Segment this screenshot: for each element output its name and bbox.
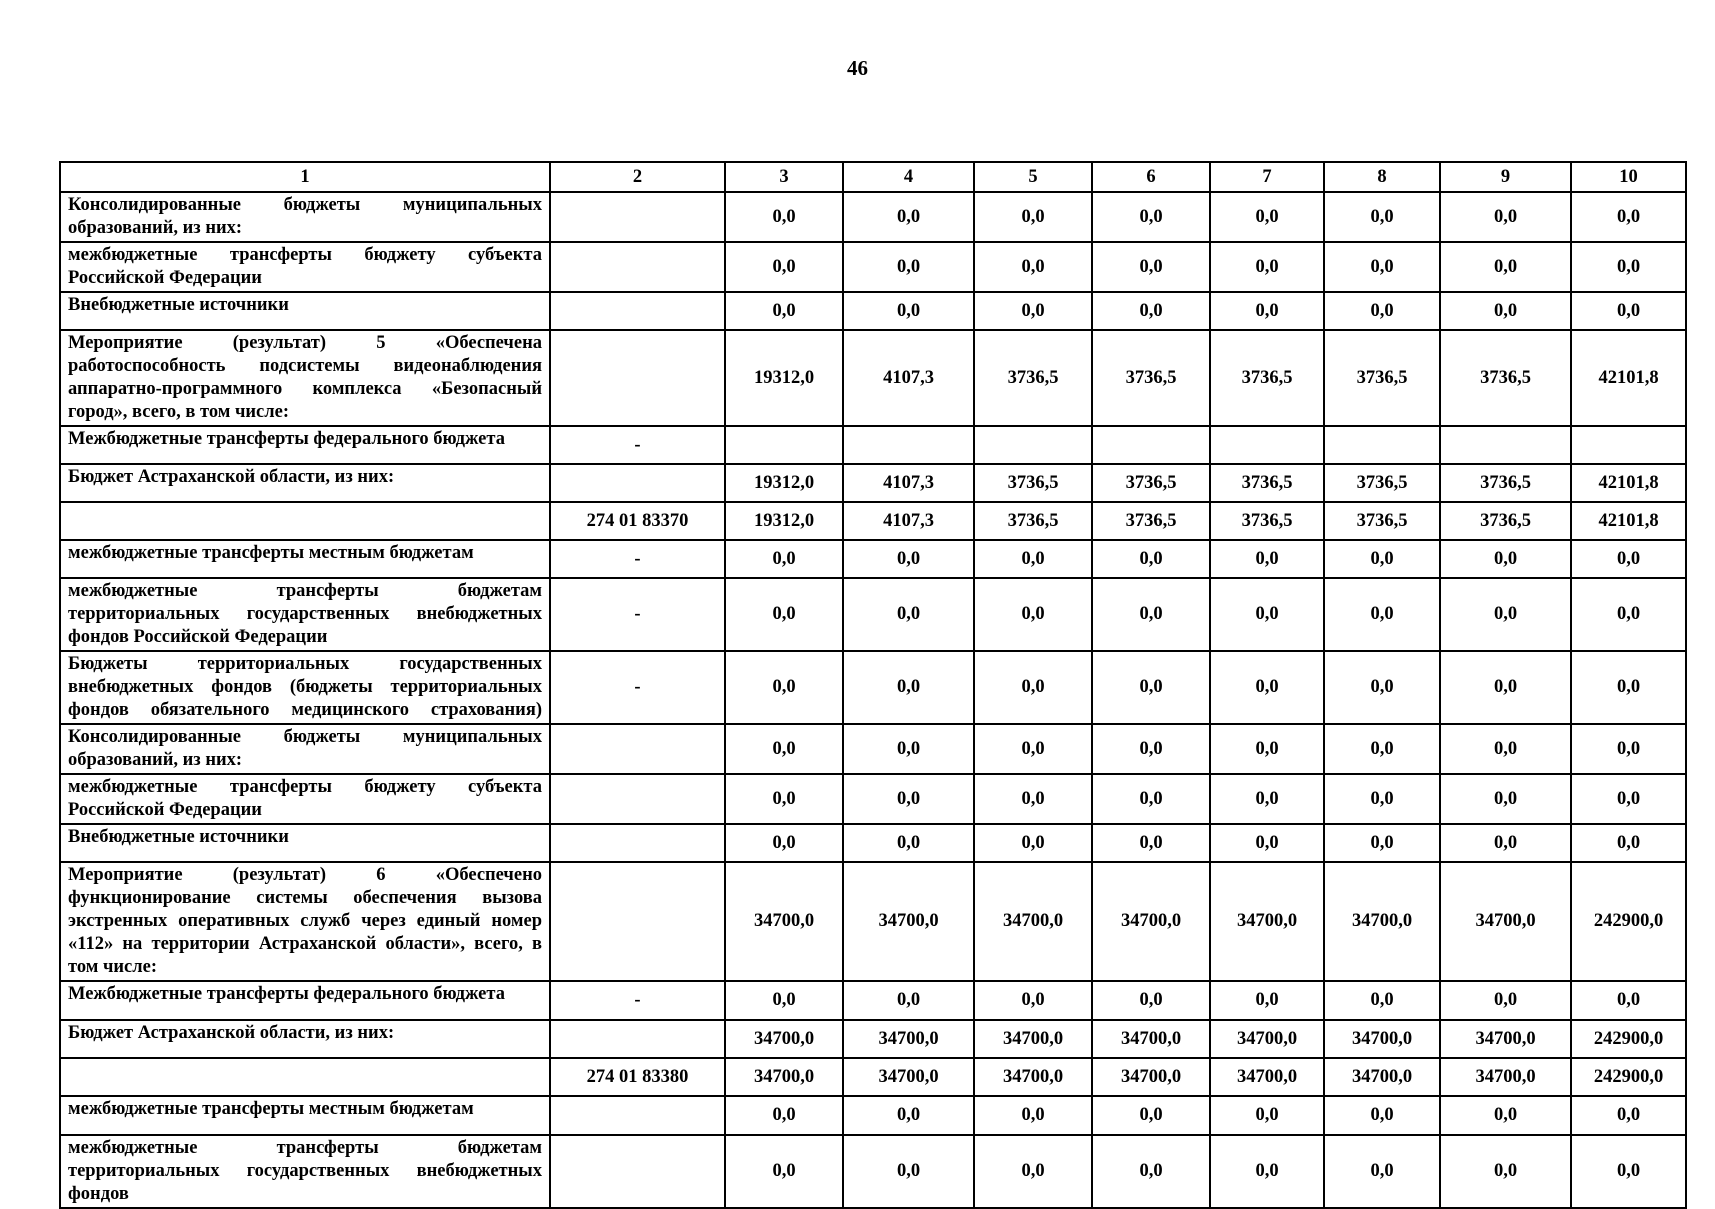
value-cell: 0,0 (1324, 774, 1440, 824)
value-cell: 0,0 (1440, 540, 1571, 578)
table-row (60, 330, 1686, 426)
value-cell: 0,0 (1210, 651, 1324, 724)
value-cell: 0,0 (1210, 192, 1324, 242)
value-cell: 242900,0 (1571, 1020, 1686, 1058)
value-cell: 0,0 (1324, 981, 1440, 1020)
value-cell: 0,0 (843, 578, 974, 651)
column-number-cell: 3 (725, 162, 843, 192)
value-cell: 34700,0 (1440, 862, 1571, 981)
value-cell: 0,0 (1324, 292, 1440, 330)
value-cell: 4107,3 (843, 330, 974, 426)
row-description (60, 1058, 550, 1096)
value-cell: 0,0 (1324, 1096, 1440, 1135)
budget-code-cell (550, 824, 725, 862)
value-cell: 0,0 (974, 578, 1092, 651)
budget-code-cell (550, 1135, 725, 1208)
budget-code-cell (550, 862, 725, 981)
value-cell: 34700,0 (725, 1058, 843, 1096)
value-cell: 0,0 (843, 1135, 974, 1208)
row-description: Консолидированные бюджеты муниципальных образований, из них: (60, 192, 550, 242)
value-cell: 0,0 (974, 981, 1092, 1020)
value-cell: 0,0 (725, 1135, 843, 1208)
value-cell: 34700,0 (1092, 1058, 1210, 1096)
table-row (60, 292, 1686, 330)
value-cell: 0,0 (725, 242, 843, 292)
row-description: Бюджеты территориальных государственных внебюджетных фондов (бюджеты территориальных фондов обязательного медицинского страхования) (60, 651, 550, 724)
value-cell: 0,0 (725, 651, 843, 724)
column-number-cell: 2 (550, 162, 725, 192)
value-cell: 0,0 (1440, 292, 1571, 330)
row-description: Межбюджетные трансферты федерального бюджета (60, 981, 550, 1020)
value-cell: 34700,0 (974, 862, 1092, 981)
value-cell: 34700,0 (725, 862, 843, 981)
value-cell: 34700,0 (1324, 862, 1440, 981)
row-description: Бюджет Астраханской области, из них: (60, 1020, 550, 1058)
table-row (60, 651, 1686, 724)
value-cell: 0,0 (1571, 1135, 1686, 1208)
table-row (60, 578, 1686, 651)
table-row (60, 862, 1686, 981)
row-description: Консолидированные бюджеты муниципальных образований, из них: (60, 724, 550, 774)
value-cell: 0,0 (1571, 981, 1686, 1020)
value-cell: 3736,5 (1210, 464, 1324, 502)
value-cell: 0,0 (974, 540, 1092, 578)
value-cell: 34700,0 (1324, 1058, 1440, 1096)
value-cell: 0,0 (1571, 242, 1686, 292)
value-cell: 3736,5 (1092, 502, 1210, 540)
value-cell: 0,0 (1210, 242, 1324, 292)
column-number-cell: 7 (1210, 162, 1324, 192)
column-number-cell: 10 (1571, 162, 1686, 192)
budget-code-cell: - (550, 426, 725, 464)
budget-code-cell (550, 242, 725, 292)
value-cell: 34700,0 (843, 862, 974, 981)
value-cell: 0,0 (974, 1135, 1092, 1208)
value-cell: 0,0 (974, 774, 1092, 824)
value-cell (1571, 426, 1686, 464)
row-description (60, 502, 550, 540)
value-cell: 0,0 (974, 724, 1092, 774)
column-number-cell: 4 (843, 162, 974, 192)
table-row (60, 426, 1686, 464)
value-cell: 0,0 (725, 578, 843, 651)
value-cell: 34700,0 (1092, 862, 1210, 981)
value-cell: 0,0 (1440, 824, 1571, 862)
value-cell: 0,0 (1210, 578, 1324, 651)
row-description: межбюджетные трансферты бюджету субъекта Российской Федерации (60, 774, 550, 824)
value-cell: 0,0 (725, 981, 843, 1020)
value-cell: 0,0 (974, 242, 1092, 292)
value-cell: 34700,0 (1324, 1020, 1440, 1058)
value-cell: 34700,0 (1440, 1020, 1571, 1058)
value-cell: 0,0 (725, 192, 843, 242)
value-cell: 0,0 (1571, 774, 1686, 824)
budget-code-cell (550, 292, 725, 330)
row-description: Внебюджетные источники (60, 824, 550, 862)
value-cell: 3736,5 (974, 330, 1092, 426)
value-cell: 19312,0 (725, 502, 843, 540)
value-cell: 34700,0 (1440, 1058, 1571, 1096)
value-cell: 3736,5 (1440, 502, 1571, 540)
value-cell: 0,0 (1092, 981, 1210, 1020)
value-cell: 19312,0 (725, 330, 843, 426)
value-cell (1440, 426, 1571, 464)
value-cell: 0,0 (1324, 651, 1440, 724)
column-number-cell: 8 (1324, 162, 1440, 192)
value-cell (725, 426, 843, 464)
value-cell: 42101,8 (1571, 502, 1686, 540)
value-cell: 19312,0 (725, 464, 843, 502)
value-cell: 0,0 (1092, 1096, 1210, 1135)
row-description: межбюджетные трансферты местным бюджетам (60, 540, 550, 578)
table-row (60, 192, 1686, 242)
value-cell: 0,0 (725, 724, 843, 774)
budget-code-cell: 274 01 83380 (550, 1058, 725, 1096)
value-cell: 0,0 (1210, 292, 1324, 330)
budget-table (59, 161, 1687, 1209)
value-cell: 0,0 (1440, 578, 1571, 651)
table-row (60, 1096, 1686, 1135)
table-row (60, 774, 1686, 824)
value-cell (1210, 426, 1324, 464)
value-cell: 0,0 (725, 540, 843, 578)
budget-code-cell (550, 330, 725, 426)
budget-code-cell (550, 724, 725, 774)
table-row (60, 824, 1686, 862)
budget-code-cell (550, 1096, 725, 1135)
value-cell: 3736,5 (1324, 464, 1440, 502)
value-cell: 0,0 (725, 292, 843, 330)
value-cell: 34700,0 (843, 1058, 974, 1096)
value-cell: 3736,5 (1210, 330, 1324, 426)
value-cell: 0,0 (974, 651, 1092, 724)
value-cell: 0,0 (974, 292, 1092, 330)
value-cell: 0,0 (1092, 1135, 1210, 1208)
value-cell: 0,0 (1440, 242, 1571, 292)
table-row (60, 724, 1686, 774)
budget-code-cell (550, 774, 725, 824)
value-cell: 0,0 (1571, 292, 1686, 330)
value-cell: 0,0 (1571, 724, 1686, 774)
value-cell: 0,0 (1210, 1096, 1324, 1135)
budget-code-cell (550, 464, 725, 502)
value-cell: 4107,3 (843, 464, 974, 502)
row-description: Мероприятие (результат) 6 «Обеспечено функционирование системы обеспечения вызова экстренных оперативных служб через единый номер «112» на территории Астраханской области», всего, в том числе: (60, 862, 550, 981)
value-cell: 34700,0 (974, 1058, 1092, 1096)
table-row (60, 242, 1686, 292)
value-cell: 34700,0 (725, 1020, 843, 1058)
value-cell: 0,0 (1092, 192, 1210, 242)
value-cell: 0,0 (725, 774, 843, 824)
column-number-row (60, 162, 1686, 192)
value-cell: 0,0 (843, 724, 974, 774)
value-cell: 0,0 (1210, 774, 1324, 824)
value-cell: 0,0 (1571, 192, 1686, 242)
value-cell: 3736,5 (1440, 330, 1571, 426)
column-number-cell: 1 (60, 162, 550, 192)
value-cell (843, 426, 974, 464)
value-cell: 0,0 (843, 651, 974, 724)
value-cell: 0,0 (1092, 774, 1210, 824)
column-number-cell: 6 (1092, 162, 1210, 192)
value-cell: 34700,0 (1210, 1020, 1324, 1058)
value-cell: 0,0 (843, 981, 974, 1020)
value-cell: 0,0 (1324, 824, 1440, 862)
row-description: межбюджетные трансферты бюджетам территориальных государственных внебюджетных фондов (60, 1135, 550, 1208)
row-description: Межбюджетные трансферты федерального бюджета (60, 426, 550, 464)
value-cell: 0,0 (1324, 724, 1440, 774)
value-cell: 0,0 (1092, 724, 1210, 774)
row-description: межбюджетные трансферты бюджетам территориальных государственных внебюджетных фондов Российской Федерации (60, 578, 550, 651)
value-cell: 3736,5 (1210, 502, 1324, 540)
value-cell: 0,0 (1210, 540, 1324, 578)
value-cell: 0,0 (1440, 1096, 1571, 1135)
budget-code-cell (550, 192, 725, 242)
column-number-cell: 5 (974, 162, 1092, 192)
value-cell (1324, 426, 1440, 464)
value-cell: 0,0 (1210, 724, 1324, 774)
value-cell: 0,0 (1571, 1096, 1686, 1135)
table-row (60, 464, 1686, 502)
value-cell: 0,0 (843, 1096, 974, 1135)
value-cell: 0,0 (1210, 824, 1324, 862)
value-cell: 34700,0 (1210, 1058, 1324, 1096)
value-cell (974, 426, 1092, 464)
value-cell: 0,0 (1571, 824, 1686, 862)
value-cell: 0,0 (843, 292, 974, 330)
budget-code-cell: - (550, 578, 725, 651)
value-cell: 0,0 (843, 824, 974, 862)
value-cell: 3736,5 (974, 464, 1092, 502)
budget-code-cell (550, 1020, 725, 1058)
value-cell: 0,0 (974, 192, 1092, 242)
value-cell: 3736,5 (1324, 502, 1440, 540)
value-cell: 0,0 (843, 192, 974, 242)
value-cell: 0,0 (725, 1096, 843, 1135)
value-cell: 0,0 (843, 540, 974, 578)
value-cell: 0,0 (1092, 824, 1210, 862)
value-cell: 0,0 (1324, 578, 1440, 651)
value-cell: 3736,5 (1092, 330, 1210, 426)
value-cell: 0,0 (1092, 651, 1210, 724)
table-row (60, 981, 1686, 1020)
value-cell: 0,0 (974, 1096, 1092, 1135)
row-description: Бюджет Астраханской области, из них: (60, 464, 550, 502)
value-cell: 0,0 (1092, 540, 1210, 578)
value-cell: 0,0 (1440, 981, 1571, 1020)
value-cell: 0,0 (1324, 540, 1440, 578)
value-cell: 242900,0 (1571, 1058, 1686, 1096)
value-cell: 0,0 (725, 824, 843, 862)
value-cell: 0,0 (1440, 1135, 1571, 1208)
value-cell: 0,0 (843, 242, 974, 292)
value-cell: 34700,0 (1210, 862, 1324, 981)
value-cell: 0,0 (1440, 651, 1571, 724)
row-description: межбюджетные трансферты местным бюджетам (60, 1096, 550, 1135)
value-cell: 0,0 (1440, 192, 1571, 242)
page-number: 46 (847, 56, 868, 80)
value-cell: 34700,0 (974, 1020, 1092, 1058)
value-cell: 0,0 (1092, 578, 1210, 651)
value-cell: 42101,8 (1571, 464, 1686, 502)
table-row (60, 540, 1686, 578)
table-row (60, 1020, 1686, 1058)
value-cell: 34700,0 (1092, 1020, 1210, 1058)
value-cell: 3736,5 (974, 502, 1092, 540)
value-cell: 0,0 (1571, 578, 1686, 651)
row-description: Мероприятие (результат) 5 «Обеспечена работоспособность подсистемы видеонаблюдения аппаратно-программного комплекса «Безопасный город», всего, в том числе: (60, 330, 550, 426)
value-cell: 242900,0 (1571, 862, 1686, 981)
value-cell: 0,0 (1210, 981, 1324, 1020)
value-cell: 0,0 (1324, 192, 1440, 242)
value-cell: 0,0 (1324, 1135, 1440, 1208)
value-cell: 0,0 (1092, 242, 1210, 292)
budget-code-cell: - (550, 540, 725, 578)
value-cell: 42101,8 (1571, 330, 1686, 426)
value-cell: 0,0 (1440, 724, 1571, 774)
value-cell: 0,0 (843, 774, 974, 824)
column-number-cell: 9 (1440, 162, 1571, 192)
row-description: Внебюджетные источники (60, 292, 550, 330)
budget-code-cell: 274 01 83370 (550, 502, 725, 540)
budget-code-cell: - (550, 651, 725, 724)
value-cell: 0,0 (1324, 242, 1440, 292)
value-cell: 0,0 (1571, 651, 1686, 724)
value-cell: 3736,5 (1440, 464, 1571, 502)
value-cell: 0,0 (1571, 540, 1686, 578)
table-row (60, 1058, 1686, 1096)
value-cell: 3736,5 (1324, 330, 1440, 426)
value-cell: 3736,5 (1092, 464, 1210, 502)
value-cell: 0,0 (974, 824, 1092, 862)
table-row (60, 1135, 1686, 1208)
value-cell: 34700,0 (843, 1020, 974, 1058)
value-cell (1092, 426, 1210, 464)
value-cell: 0,0 (1440, 774, 1571, 824)
row-description: межбюджетные трансферты бюджету субъекта Российской Федерации (60, 242, 550, 292)
value-cell: 4107,3 (843, 502, 974, 540)
value-cell: 0,0 (1210, 1135, 1324, 1208)
budget-code-cell: - (550, 981, 725, 1020)
table-row (60, 502, 1686, 540)
value-cell: 0,0 (1092, 292, 1210, 330)
